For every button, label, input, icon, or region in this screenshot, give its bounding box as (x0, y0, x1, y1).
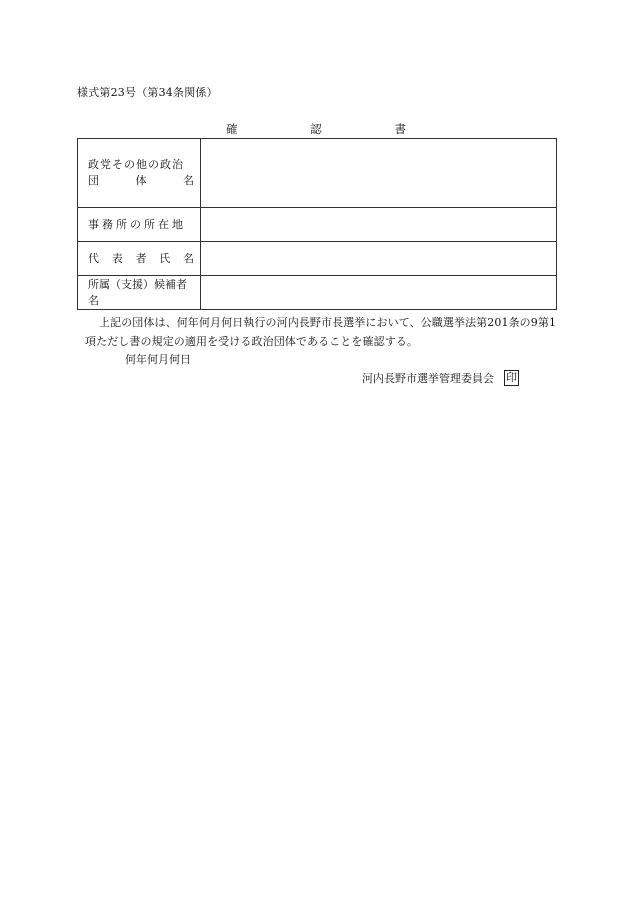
label-char: 団 (88, 174, 99, 187)
form-number: 様式第23号（第34条関係） (77, 86, 218, 99)
signature-block (362, 370, 519, 386)
affiliated-candidate-label-line2: 名 (88, 293, 99, 307)
document-title (226, 121, 406, 137)
organization-name-label-line2 (88, 173, 194, 189)
organization-name-value (201, 139, 557, 208)
office-address-value (201, 208, 557, 242)
table-row-organization-name (78, 139, 557, 208)
table-row-office-address (78, 208, 557, 242)
label-char: 表 (111, 251, 123, 265)
title-char: 確 (226, 122, 238, 136)
office-address-label (78, 208, 201, 242)
issue-date: 何年何月何日 (125, 353, 191, 366)
label-char: 名 (183, 174, 194, 187)
seal-box: 印 (506, 371, 517, 384)
committee-name: 河内長野市選挙管理委員会 (362, 372, 494, 385)
affiliated-candidate-label-line1: 所属（支援）候補者 (88, 277, 187, 291)
confirmation-statement: 上記の団体は、何年何月何日執行の河内長野市長選挙において、公職選挙法第201条の9第1項ただし書の規定の適用を受ける政治団体であることを確認する。 (85, 316, 557, 348)
representative-name-value (201, 242, 557, 276)
table-row-representative-name (78, 242, 557, 276)
affiliated-candidate-value (201, 276, 557, 310)
label-char: 代 (88, 251, 99, 265)
organization-name-label (78, 139, 201, 208)
title-char: 書 (394, 122, 406, 136)
label-char: 体 (135, 174, 147, 187)
representative-name-label-text (88, 251, 194, 267)
office-address-label-text: 事務所の所在地 (88, 217, 186, 231)
confirmation-form-table (77, 138, 557, 310)
label-char: 者 (135, 251, 147, 265)
organization-name-label-line1: 政党その他の政治 (88, 158, 184, 171)
label-char: 氏 (159, 251, 171, 265)
affiliated-candidate-label (78, 276, 201, 310)
table-row-affiliated-candidate (78, 276, 557, 310)
representative-name-label (78, 242, 201, 276)
title-char: 認 (310, 122, 322, 136)
label-char: 名 (183, 251, 194, 265)
